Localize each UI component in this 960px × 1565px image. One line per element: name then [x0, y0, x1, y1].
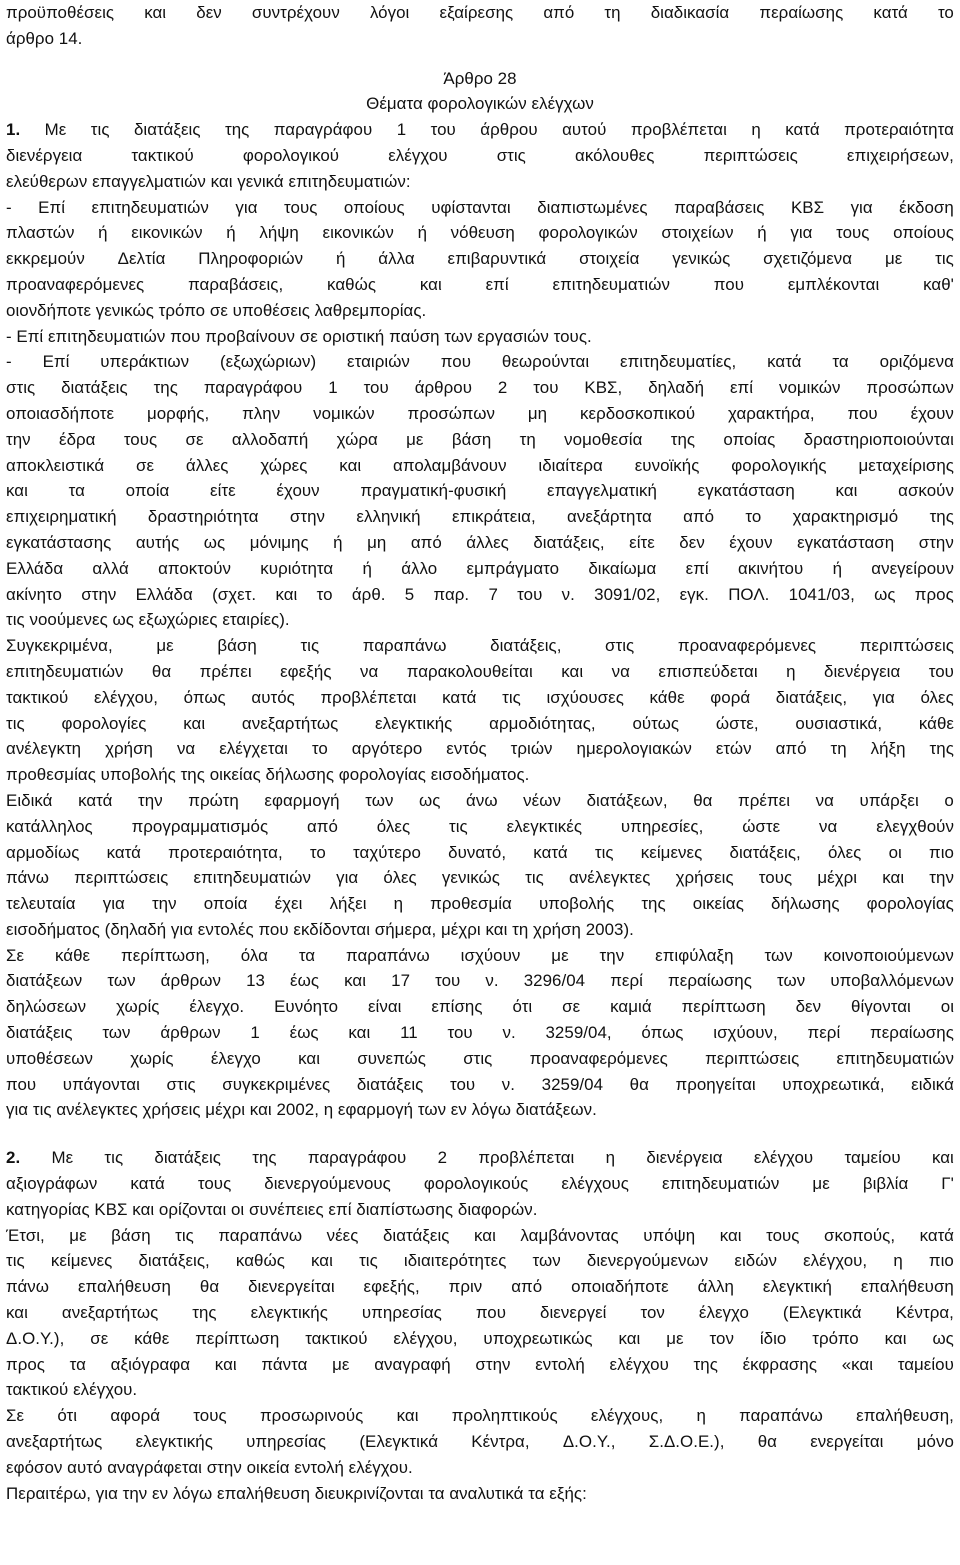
text-line: τις κείμενες διατάξεις, καθώς και τις ιδιαιτερότητες των διενεργούμενων ειδών ελέγχου, η πιο: [6, 1251, 954, 1271]
text-line: τακτικού ελέγχου.: [6, 1380, 138, 1400]
text-line: Δ.Ο.Υ.), σε κάθε περίπτωση τακτικού ελέγχου, υποχρεωτικώς και με τον ίδιο τρόπο και ως: [6, 1328, 954, 1348]
text-line: διατάξεων των άρθρων 13 έως και 17 του ν. 3296/04 περί περαίωσης των υποβαλλόμενων: [6, 971, 954, 991]
text-line: οποιασδήποτε μορφής, πλην νομικών προσώπων μη κερδοσκοπικού χαρακτήρα, που έχουν: [6, 403, 954, 423]
text-line: εγκατάστασης αυτής ως μόνιμης ή μη από άλλες διατάξεις, είτε δεν έχουν εγκατάσταση στην: [6, 532, 954, 552]
text-line: οιονδήποτε γενικώς τρόπο σε υποθέσεις λαθρεμπορίας.: [6, 300, 427, 320]
intro-paragraph: [6, 0, 954, 52]
text-line: 1. Με τις διατάξεις της παραγράφου 1 του άρθρου αυτού προβλέπεται η κατά προτεραιότητα: [6, 120, 954, 140]
text-line: αρμοδίως κατά προτεραιότητα, το ταχύτερο δυνατό, κατά τις κείμενες διατάξεις, όλες οι πιο: [6, 842, 954, 862]
text-line: δηλώσεων χωρίς έλεγχο. Ευνόητο είναι επίσης ότι σε καμιά περίπτωση δεν θίγονται οι: [6, 997, 954, 1017]
text-line: προθεσμίας υποβολής της οικείας δήλωσης φορολογίας εισοδήματος.: [6, 765, 530, 785]
text-line: - Επί υπεράκτιων (εξωχώριων) εταιριών που θεωρούνται επιτηδευματίες, κατά τα οριζόμενα: [6, 352, 954, 372]
text-line: Σε ότι αφορά τους προσωρινούς και προληπτικούς ελέγχους, η παραπάνω επαλήθευση,: [6, 1406, 954, 1426]
text-line: που υπάγονται στις συγκεκριμένες διατάξεις του ν. 3259/04 θα προηγείται υποχρεωτικά, ειδικά: [6, 1074, 954, 1094]
text-line: στις διατάξεις της παραγράφου 1 του άρθρου 2 του ΚΒΣ, δηλαδή επί νομικών προσώπων: [6, 378, 954, 398]
text-line: Έτσι, με βάση τις παραπάνω νέες διατάξεις και λαμβάνοντας υπόψη και τους σκοπούς, κατά: [6, 1225, 954, 1245]
text-line: υποθέσεων χωρίς έλεγχο και συνεπώς στις προαναφερόμενες περιπτώσεις επιτηδευματιών: [6, 1048, 954, 1068]
text-line: επιχειρηματική δραστηριότητα στην ελληνική επικράτεια, ανεξάρτητα από το χαρακτηρισμό της: [6, 507, 954, 527]
text-line: πάνω περιπτώσεις επιτηδευματιών για όλες γενικώς τις ανέλεγκτες χρήσεις τους μέχρι και την: [6, 868, 954, 888]
text-line: ανεξαρτήτως ελεγκτικής υπηρεσίας (Ελεγκτικά Κέντρα, Δ.Ο.Υ., Σ.Δ.Ο.Ε.), θα ενεργείται μόνο: [6, 1432, 954, 1452]
text-line: ανέλεγκτη χρήση να ελέγχεται το αργότερο εντός τριών ημερολογιακών ετών από τη λήξη της: [6, 739, 954, 759]
text-line: εισοδήματος (δηλαδή για εντολές που εκδίδονται σήμερα, μέχρι και τη χρήση 2003).: [6, 919, 634, 939]
text-line: πάνω επαλήθευση θα διενεργείται εφεξής, πριν από οποιαδήποτε άλλη ελεγκτική επαλήθευση: [6, 1277, 954, 1297]
text-line: τις νοούμενες ως εξωχώριες εταιρίες).: [6, 610, 290, 630]
text-line: κατάλληλος προγραμματισμός από όλες τις ελεγκτικές υπηρεσίες, ώστε να ελεγχθούν: [6, 816, 954, 836]
text-line: πλαστών ή εικονικών ή λήψη εικονικών ή νόθευση φορολογικών στοιχείων ή για τους οποίους: [6, 223, 954, 243]
text-line: αποκλειστικά σε άλλες χώρες και απολαμβάνουν ιδιαίτερα ευνοϊκής φορολογικής μεταχείρισης: [6, 455, 954, 475]
text-line: και ανεξαρτήτως της ελεγκτικής υπηρεσίας που διενεργεί τον έλεγχο (Ελεγκτικά Κέντρα,: [6, 1303, 954, 1323]
text-line: προαναφερόμενες παραβάσεις, καθώς και επί επιτηδευματιών που εμπλέκονται καθ': [6, 274, 954, 294]
text-line: και τα οποία είτε έχουν πραγματική-φυσική επαγγελματική εγκατάσταση και ασκούν: [6, 481, 954, 501]
text-line: διενέργεια τακτικού φορολογικού ελέγχου στις ακόλουθες περιπτώσεις επιχειρήσεων,: [6, 145, 954, 165]
text-line: 2. Με τις διατάξεις της παραγράφου 2 προβλέπεται η διενέργεια ελέγχου ταμείου και: [6, 1148, 954, 1168]
text-line: - Επί επιτηδευματιών που προβαίνουν σε οριστική παύση των εργασιών τους.: [6, 326, 592, 346]
article-title: Θέματα φορολογικών ελέγχων: [366, 94, 594, 114]
text-line: ακίνητο στην Ελλάδα (σχετ. και το άρθ. 5 παρ. 7 του ν. 3091/02, εγκ. ΠΟΛ. 1041/03, ως προς: [6, 584, 954, 604]
text-line: αξιογράφων κατά τους διενεργούμενους φορολογικούς ελέγχους επιτηδευματιών με βιβλία Γ': [6, 1174, 954, 1194]
text-line: Ειδικά κατά την πρώτη εφαρμογή των ως άνω νέων διατάξεων, θα πρέπει να υπάρξει ο: [6, 790, 954, 810]
section-1: [6, 117, 954, 1123]
section-2: [6, 1145, 954, 1506]
text-line: κατηγορίας ΚΒΣ και ορίζονται οι συνέπειες επί διαπίστωσης διαφορών.: [6, 1199, 538, 1219]
text-line: άρθρο 14.: [6, 28, 83, 48]
text-line: προς τα αξιόγραφα και πάντα με αναγραφή στην εντολή ελέγχου της έκφρασης «και ταμείου: [6, 1354, 954, 1374]
text-line: τις φορολογίες και ανεξαρτήτως ελεγκτικής αρμοδιότητας, ούτως ώστε, ουσιαστικά, κάθε: [6, 713, 954, 733]
text-line: εφόσον αυτό αναγράφεται στην οικεία εντολή ελέγχου.: [6, 1457, 413, 1477]
text-line: την έδρα τους σε αλλοδαπή χώρα με βάση τη νομοθεσία της οποίας δραστηριοποιούνται: [6, 429, 954, 449]
text-line: επιτηδευματιών θα πρέπει εφεξής να παρακολουθείται και να επισπεύδεται η διενέργεια του: [6, 661, 954, 681]
text-line: προϋποθέσεις και δεν συντρέχουν λόγοι εξαίρεσης από τη διαδικασία περαίωσης κατά το: [6, 3, 954, 22]
text-line: για τις ανέλεγκτες χρήσεις μέχρι και 2002, η εφαρμογή των εν λόγω διατάξεων.: [6, 1100, 597, 1120]
text-line: διατάξεις των άρθρων 1 έως και 11 του ν. 3259/04, όπως ισχύουν, περί περαίωσης: [6, 1023, 954, 1043]
text-line: Περαιτέρω, για την εν λόγω επαλήθευση διευκρινίζονται τα αναλυτικά τα εξής:: [6, 1483, 587, 1503]
text-line: τελευταία για την οποία έχει λήξει η προθεσμία υποβολής της οικείας δήλωσης φορολογίας: [6, 894, 954, 914]
article-number: Άρθρο 28: [443, 68, 517, 88]
text-line: - Επί επιτηδευματιών για τους οποίους υφίστανται διαπιστωμένες παραβάσεις ΚΒΣ για έκδοση: [6, 197, 954, 217]
text-line: Συγκεκριμένα, με βάση τις παραπάνω διατάξεις, στις προαναφερόμενες περιπτώσεις: [6, 636, 954, 656]
text-line: Ελλάδα αλλά αποκτούν κυριότητα ή άλλο εμπράγματο δικαίωμα επί ακινήτου ή ανεγείρουν: [6, 558, 954, 578]
text-line: εκκρεμούν Δελτία Πληροφοριών ή άλλα επιβαρυντικά στοιχεία γενικώς σχετιζόμενα με τις: [6, 249, 954, 269]
text-line: τακτικού ελέγχου, όπως αυτός προβλέπεται κατά τις ισχύουσες κάθε φορά διατάξεις, για όλες: [6, 687, 954, 707]
text-line: ελεύθερων επαγγελματιών και γενικά επιτηδευματιών:: [6, 171, 411, 191]
text-line: Σε κάθε περίπτωση, όλα τα παραπάνω ισχύουν με την επιφύλαξη των κοινοποιούμενων: [6, 945, 954, 965]
